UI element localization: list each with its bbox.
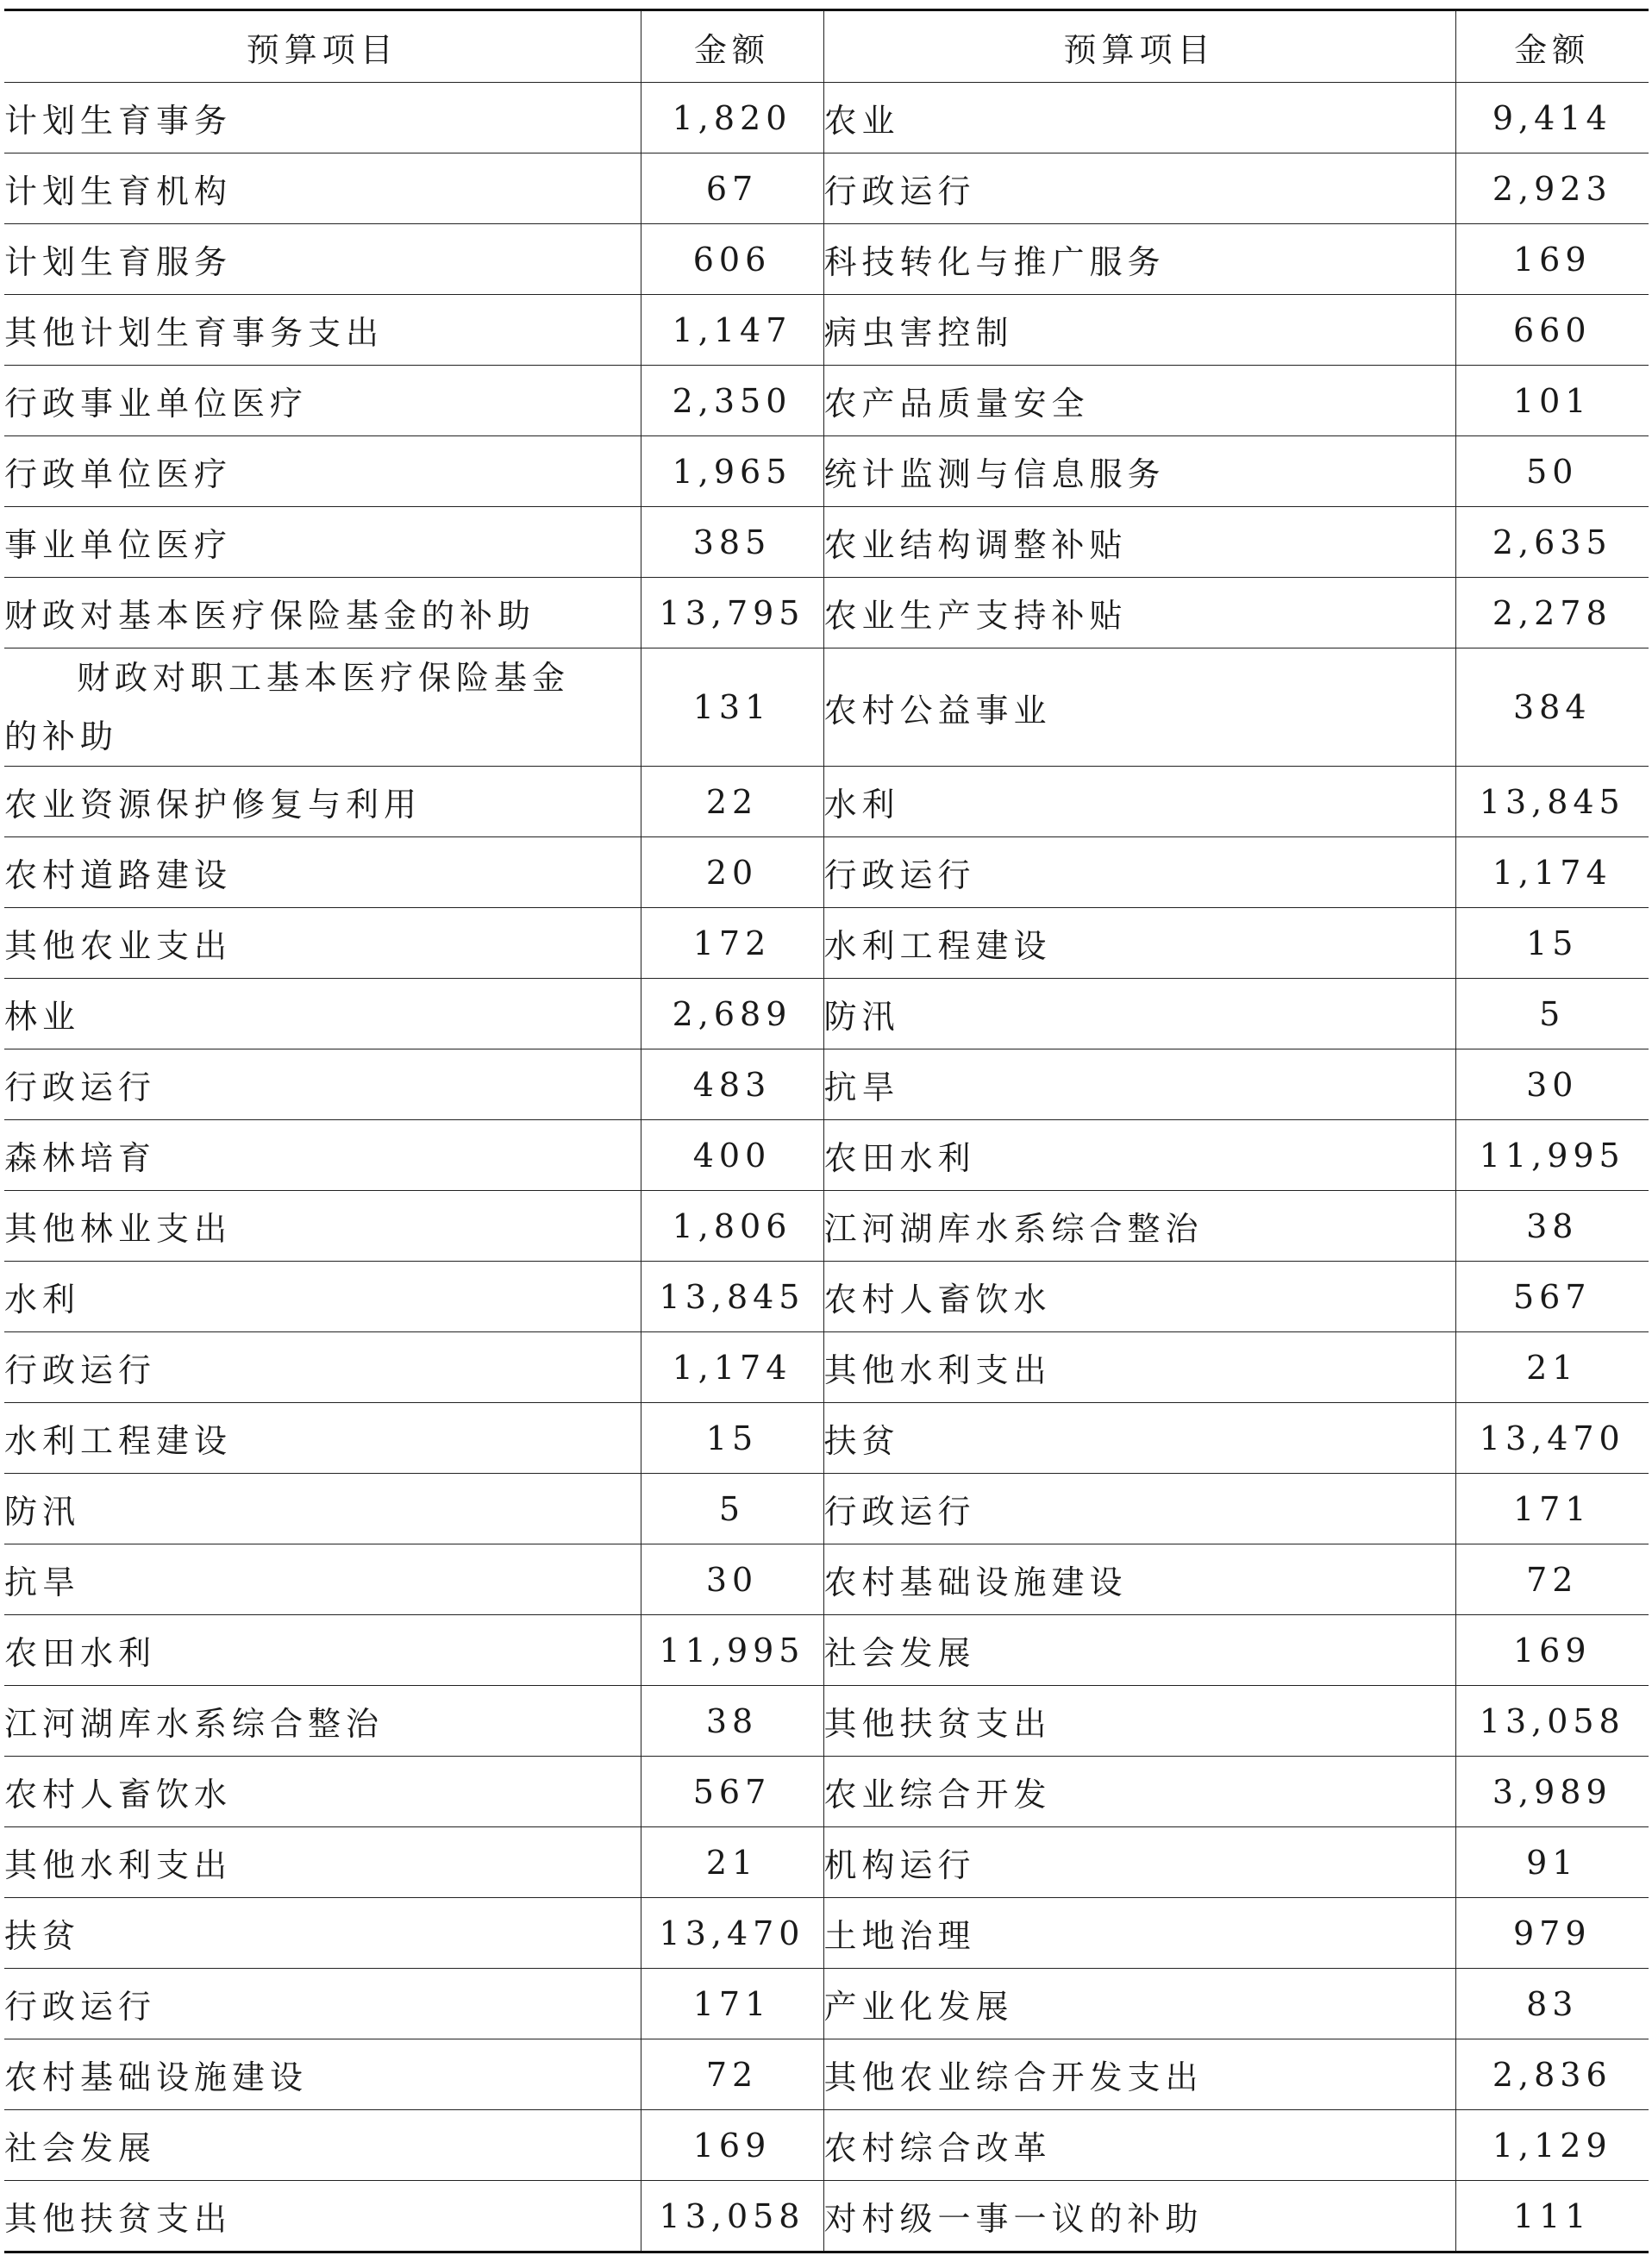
left-item-name: 其他计划生育事务支出	[4, 295, 641, 366]
table-row	[4, 1686, 1649, 1757]
left-item-name: 农村道路建设	[4, 837, 641, 908]
right-item-name: 机构运行	[823, 1827, 1455, 1898]
right-item-name: 农村基础设施建设	[823, 1544, 1455, 1615]
right-item-amount: 38	[1455, 1191, 1649, 1262]
table-row	[4, 1049, 1649, 1120]
left-item-amount: 72	[641, 2039, 823, 2110]
right-item-amount: 567	[1455, 1262, 1649, 1332]
left-item-name: 水利	[4, 1262, 641, 1332]
budget-table	[4, 9, 1649, 2253]
table-row	[4, 2181, 1649, 2252]
table-row	[4, 1332, 1649, 1403]
right-item-amount: 13,470	[1455, 1403, 1649, 1474]
left-item-name: 水利工程建设	[4, 1403, 641, 1474]
right-item-name: 农业	[823, 83, 1455, 153]
left-item-name: 抗旱	[4, 1544, 641, 1615]
right-item-name: 农业综合开发	[823, 1757, 1455, 1827]
table-row	[4, 83, 1649, 153]
left-item-amount: 13,058	[641, 2181, 823, 2252]
left-item-amount: 606	[641, 224, 823, 295]
left-item-amount: 1,174	[641, 1332, 823, 1403]
right-item-name: 农村综合改革	[823, 2110, 1455, 2181]
right-item-amount: 2,923	[1455, 153, 1649, 224]
right-item-name: 防汛	[823, 979, 1455, 1049]
table-row	[4, 224, 1649, 295]
header-item-left: 预算项目	[4, 10, 641, 83]
table-row	[4, 2039, 1649, 2110]
right-item-amount: 21	[1455, 1332, 1649, 1403]
table-row	[4, 507, 1649, 578]
left-item-name: 江河湖库水系综合整治	[4, 1686, 641, 1757]
left-item-name: 农村人畜饮水	[4, 1757, 641, 1827]
left-item-amount: 11,995	[641, 1615, 823, 1686]
right-item-amount: 3,989	[1455, 1757, 1649, 1827]
right-item-amount: 83	[1455, 1969, 1649, 2039]
right-item-amount: 1,174	[1455, 837, 1649, 908]
left-item-name: 其他农业支出	[4, 908, 641, 979]
left-item-amount: 1,820	[641, 83, 823, 153]
left-item-name: 计划生育机构	[4, 153, 641, 224]
left-item-amount: 171	[641, 1969, 823, 2039]
table-row	[4, 1403, 1649, 1474]
left-item-name: 行政运行	[4, 1332, 641, 1403]
left-item-amount: 400	[641, 1120, 823, 1191]
right-item-amount: 50	[1455, 436, 1649, 507]
right-item-amount: 2,278	[1455, 578, 1649, 648]
right-item-amount: 2,635	[1455, 507, 1649, 578]
table-row	[4, 837, 1649, 908]
left-item-amount: 21	[641, 1827, 823, 1898]
right-item-name: 其他农业综合开发支出	[823, 2039, 1455, 2110]
left-item-name: 财政对基本医疗保险基金的补助	[4, 578, 641, 648]
left-item-amount: 13,470	[641, 1898, 823, 1969]
right-item-name: 农业生产支持补贴	[823, 578, 1455, 648]
left-item-name: 防汛	[4, 1474, 641, 1544]
left-item-name: 扶贫	[4, 1898, 641, 1969]
right-item-amount: 5	[1455, 979, 1649, 1049]
table-row	[4, 1898, 1649, 1969]
right-item-name: 行政运行	[823, 837, 1455, 908]
right-item-name: 农村公益事业	[823, 648, 1455, 767]
left-item-amount: 22	[641, 767, 823, 837]
right-item-name: 江河湖库水系综合整治	[823, 1191, 1455, 1262]
left-item-name-line1: 财政对职工基本医疗保险基金	[77, 659, 571, 697]
left-item-name: 其他林业支出	[4, 1191, 641, 1262]
header-row	[4, 10, 1649, 83]
left-item-name-line2: 的补助	[4, 717, 119, 755]
right-item-amount: 1,129	[1455, 2110, 1649, 2181]
table-row	[4, 1757, 1649, 1827]
table-row	[4, 2110, 1649, 2181]
left-item-amount: 5	[641, 1474, 823, 1544]
left-item-amount: 169	[641, 2110, 823, 2181]
header-item-right: 预算项目	[823, 10, 1455, 83]
right-item-name: 其他水利支出	[823, 1332, 1455, 1403]
right-item-amount: 384	[1455, 648, 1649, 767]
right-item-name: 行政运行	[823, 153, 1455, 224]
left-item-amount: 13,795	[641, 578, 823, 648]
table-row	[4, 648, 1649, 767]
left-item-name: 农业资源保护修复与利用	[4, 767, 641, 837]
budget-table-container	[0, 9, 1652, 2253]
right-item-name: 社会发展	[823, 1615, 1455, 1686]
left-item-amount: 385	[641, 507, 823, 578]
table-row	[4, 153, 1649, 224]
table-row	[4, 1969, 1649, 2039]
table-row	[4, 1827, 1649, 1898]
right-item-name: 水利	[823, 767, 1455, 837]
left-item-amount: 38	[641, 1686, 823, 1757]
left-item-amount: 483	[641, 1049, 823, 1120]
right-item-name: 土地治理	[823, 1898, 1455, 1969]
right-item-amount: 169	[1455, 224, 1649, 295]
left-item-name: 计划生育事务	[4, 83, 641, 153]
table-row	[4, 1474, 1649, 1544]
left-item-name: 事业单位医疗	[4, 507, 641, 578]
table-row	[4, 767, 1649, 837]
right-item-name: 统计监测与信息服务	[823, 436, 1455, 507]
left-item-name: 计划生育服务	[4, 224, 641, 295]
table-row	[4, 295, 1649, 366]
right-item-amount: 72	[1455, 1544, 1649, 1615]
left-item-amount: 30	[641, 1544, 823, 1615]
table-row	[4, 366, 1649, 436]
left-item-amount: 131	[641, 648, 823, 767]
table-row	[4, 578, 1649, 648]
left-item-amount: 567	[641, 1757, 823, 1827]
left-item-amount: 1,965	[641, 436, 823, 507]
table-row	[4, 1262, 1649, 1332]
right-item-amount: 11,995	[1455, 1120, 1649, 1191]
right-item-name: 农产品质量安全	[823, 366, 1455, 436]
left-item-name	[4, 648, 641, 767]
left-item-name: 林业	[4, 979, 641, 1049]
left-item-name: 社会发展	[4, 2110, 641, 2181]
left-item-amount: 67	[641, 153, 823, 224]
right-item-name: 农田水利	[823, 1120, 1455, 1191]
right-item-amount: 101	[1455, 366, 1649, 436]
left-item-amount: 2,350	[641, 366, 823, 436]
table-row	[4, 979, 1649, 1049]
header-amount-right: 金额	[1455, 10, 1649, 83]
left-item-name: 行政事业单位医疗	[4, 366, 641, 436]
left-item-amount: 15	[641, 1403, 823, 1474]
right-item-amount: 9,414	[1455, 83, 1649, 153]
table-row	[4, 908, 1649, 979]
header-amount-left: 金额	[641, 10, 823, 83]
right-item-amount: 171	[1455, 1474, 1649, 1544]
right-item-amount: 979	[1455, 1898, 1649, 1969]
left-item-amount: 1,806	[641, 1191, 823, 1262]
right-item-name: 行政运行	[823, 1474, 1455, 1544]
table-row	[4, 1544, 1649, 1615]
right-item-name: 产业化发展	[823, 1969, 1455, 2039]
right-item-amount: 111	[1455, 2181, 1649, 2252]
left-item-name: 其他水利支出	[4, 1827, 641, 1898]
left-item-amount: 13,845	[641, 1262, 823, 1332]
right-item-name: 农村人畜饮水	[823, 1262, 1455, 1332]
table-row	[4, 1191, 1649, 1262]
right-item-name: 水利工程建设	[823, 908, 1455, 979]
left-item-name: 行政单位医疗	[4, 436, 641, 507]
right-item-amount: 2,836	[1455, 2039, 1649, 2110]
left-item-name: 农田水利	[4, 1615, 641, 1686]
left-item-amount: 172	[641, 908, 823, 979]
right-item-name: 抗旱	[823, 1049, 1455, 1120]
right-item-amount: 13,845	[1455, 767, 1649, 837]
right-item-name: 农业结构调整补贴	[823, 507, 1455, 578]
right-item-amount: 169	[1455, 1615, 1649, 1686]
left-item-name: 农村基础设施建设	[4, 2039, 641, 2110]
left-item-name: 森林培育	[4, 1120, 641, 1191]
left-item-name: 行政运行	[4, 1969, 641, 2039]
right-item-amount: 15	[1455, 908, 1649, 979]
left-item-amount: 20	[641, 837, 823, 908]
right-item-amount: 30	[1455, 1049, 1649, 1120]
right-item-amount: 13,058	[1455, 1686, 1649, 1757]
left-item-name: 行政运行	[4, 1049, 641, 1120]
table-row	[4, 436, 1649, 507]
right-item-name: 对村级一事一议的补助	[823, 2181, 1455, 2252]
right-item-amount: 660	[1455, 295, 1649, 366]
right-item-name: 科技转化与推广服务	[823, 224, 1455, 295]
right-item-name: 病虫害控制	[823, 295, 1455, 366]
right-item-name: 扶贫	[823, 1403, 1455, 1474]
right-item-amount: 91	[1455, 1827, 1649, 1898]
left-item-amount: 1,147	[641, 295, 823, 366]
left-item-amount: 2,689	[641, 979, 823, 1049]
right-item-name: 其他扶贫支出	[823, 1686, 1455, 1757]
table-row	[4, 1615, 1649, 1686]
table-row	[4, 1120, 1649, 1191]
left-item-name: 其他扶贫支出	[4, 2181, 641, 2252]
